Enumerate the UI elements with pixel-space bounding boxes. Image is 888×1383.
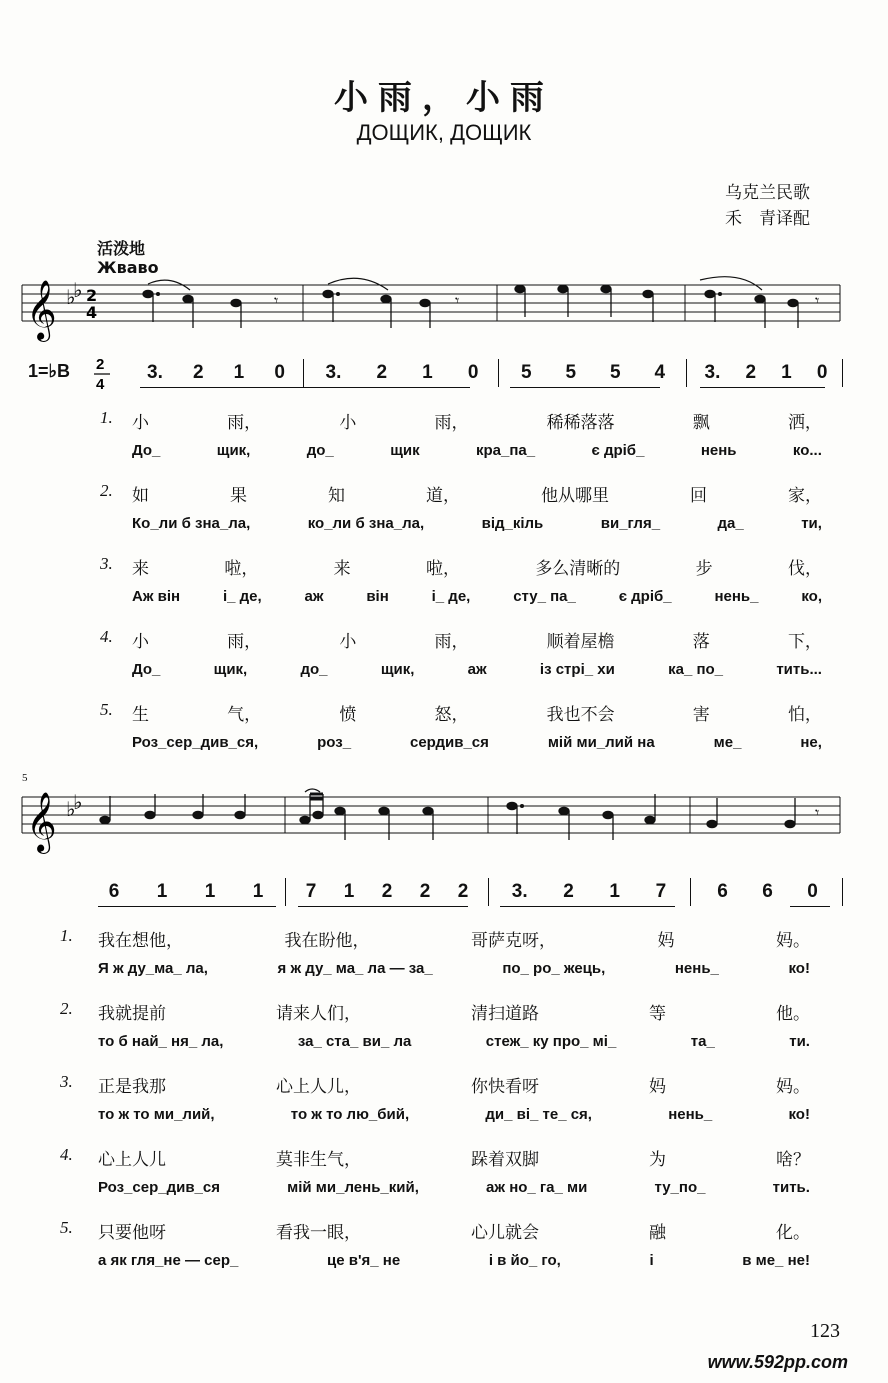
rest-icon: 𝄾 — [455, 291, 460, 310]
credit-origin: 乌克兰民歌 — [725, 183, 810, 203]
measure-number: 5 — [22, 772, 28, 784]
verse-5-ukrainian: Роз_сер_див_ся, роз_ сердив_ся мій ми_лий на ме_ не, — [132, 734, 822, 751]
verse-1b-ukrainian: Я ж ду_ма_ ла, я ж ду_ ма_ ла — за_ по_ ро_ жець, нень_ ко! — [98, 960, 810, 977]
verse-4b-ukrainian: Роз_сер_див_ся мій ми_лень_кий, аж но_ га_ ми ту_по_ тить. — [98, 1179, 810, 1196]
verse-1b-chinese: 1. 我在想他， 我在盼他， 哥萨克呀， 妈 妈。 — [60, 926, 810, 951]
verse-5b-ukrainian: а як гля_не — сер_ це в'я_ не і в йо_ го, і в ме_ не! — [98, 1252, 810, 1269]
verse-3b-chinese: 3. 正是我那 心上人儿， 你快看呀 妈 妈。 — [60, 1072, 810, 1097]
tempo-marking-ukrainian: Жваво — [97, 258, 159, 277]
rest-icon: 𝄾 — [274, 291, 279, 310]
jianpu-time-signature — [92, 355, 112, 395]
verse-2-ukrainian: Ко_ли б зна_ла, ко_ли б зна_ла, від_кіль ви_гля_ да_ ти, — [132, 515, 822, 532]
verse-4-chinese: 4. 小 雨， 小 雨， 顺着屋檐 落 下， — [100, 627, 822, 652]
rest-icon: 𝄾 — [815, 803, 820, 822]
time-signature-numerator: 2 — [86, 286, 98, 305]
flat-sign-icon: ♭ — [73, 790, 83, 814]
song-title-ukrainian: ДОЩИК, ДОЩИК — [356, 120, 532, 145]
key-signature: 1=♭B — [28, 361, 71, 381]
website-watermark: www.592pp.com — [707, 1352, 848, 1372]
verse-4-ukrainian: До_ щик, до_ щик, аж із стрі_ хи ка_ по_ тить... — [132, 661, 822, 678]
verse-3-chinese: 3. 来 啦， 来 啦， 多么清晰的 步 伐， — [100, 554, 822, 579]
verse-2b-ukrainian: то б най_ ня_ ла, за_ ста_ ви_ ла стеж_ ку про_ мі_ та_ ти. — [98, 1033, 810, 1050]
jianpu-measure: 7 1 2 2 2 — [305, 881, 469, 902]
time-signature-denominator: 4 — [86, 303, 98, 322]
jianpu-measure: 3. 2 1 0 — [325, 362, 479, 383]
treble-clef-icon: 𝄞 — [26, 280, 57, 340]
jianpu-measure: 6 1 1 1 — [108, 881, 264, 902]
verse-2b-chinese: 2. 我就提前 请来人们， 清扫道路 等 他。 — [60, 999, 810, 1024]
flat-sign-icon: ♭ — [66, 797, 76, 821]
jianpu-measure: 3. 2 1 0 — [147, 362, 285, 383]
page-number: 123 — [810, 1320, 840, 1342]
song-title-chinese: 小雨，小雨 — [334, 78, 554, 118]
tempo-marking-chinese: 活泼地 — [97, 239, 146, 258]
verse-3-ukrainian: Аж він і_ де, аж він і_ де, сту_ па_ є дріб_ нень_ ко, — [132, 588, 822, 605]
jianpu-measure: 5 5 5 4 — [520, 362, 666, 383]
flat-sign-icon: ♭ — [73, 278, 83, 302]
verse-1-chinese: 1. 小 雨， 小 雨， 稀稀落落 飘 洒， — [100, 408, 822, 433]
verse-5-chinese: 5. 生 气， 愤 怒， 我也不会 害 怕， — [100, 700, 822, 725]
credit-translator: 禾 青译配 — [725, 209, 810, 229]
treble-clef-icon: 𝄞 — [26, 792, 57, 852]
verse-1-ukrainian: До_ щик, до_ щик кра_па_ є дріб_ нень ко... — [132, 442, 822, 459]
jianpu-measure: 6 6 0 — [717, 881, 818, 902]
flat-sign-icon: ♭ — [66, 285, 76, 309]
staff-system-1 — [0, 272, 888, 342]
verse-4b-chinese: 4. 心上人儿 莫非生气， 跺着双脚 为 啥？ — [60, 1145, 810, 1170]
svg-text:2: 2 — [96, 356, 105, 373]
jianpu-measure: 3. 2 1 7 — [511, 881, 667, 902]
rest-icon: 𝄾 — [815, 291, 820, 310]
staff-system-2 — [0, 784, 888, 854]
jianpu-measure: 3. 2 1 0 — [704, 362, 828, 383]
verse-5b-chinese: 5. 只要他呀 看我一眼， 心儿就会 融 化。 — [60, 1218, 810, 1243]
svg-text:4: 4 — [96, 376, 105, 393]
verse-2-chinese: 2. 如 果 知 道， 他从哪里 回 家， — [100, 481, 822, 506]
verse-3b-ukrainian: то ж то ми_лий, то ж то лю_бий, ди_ ві_ те_ ся, нень_ ко! — [98, 1106, 810, 1123]
